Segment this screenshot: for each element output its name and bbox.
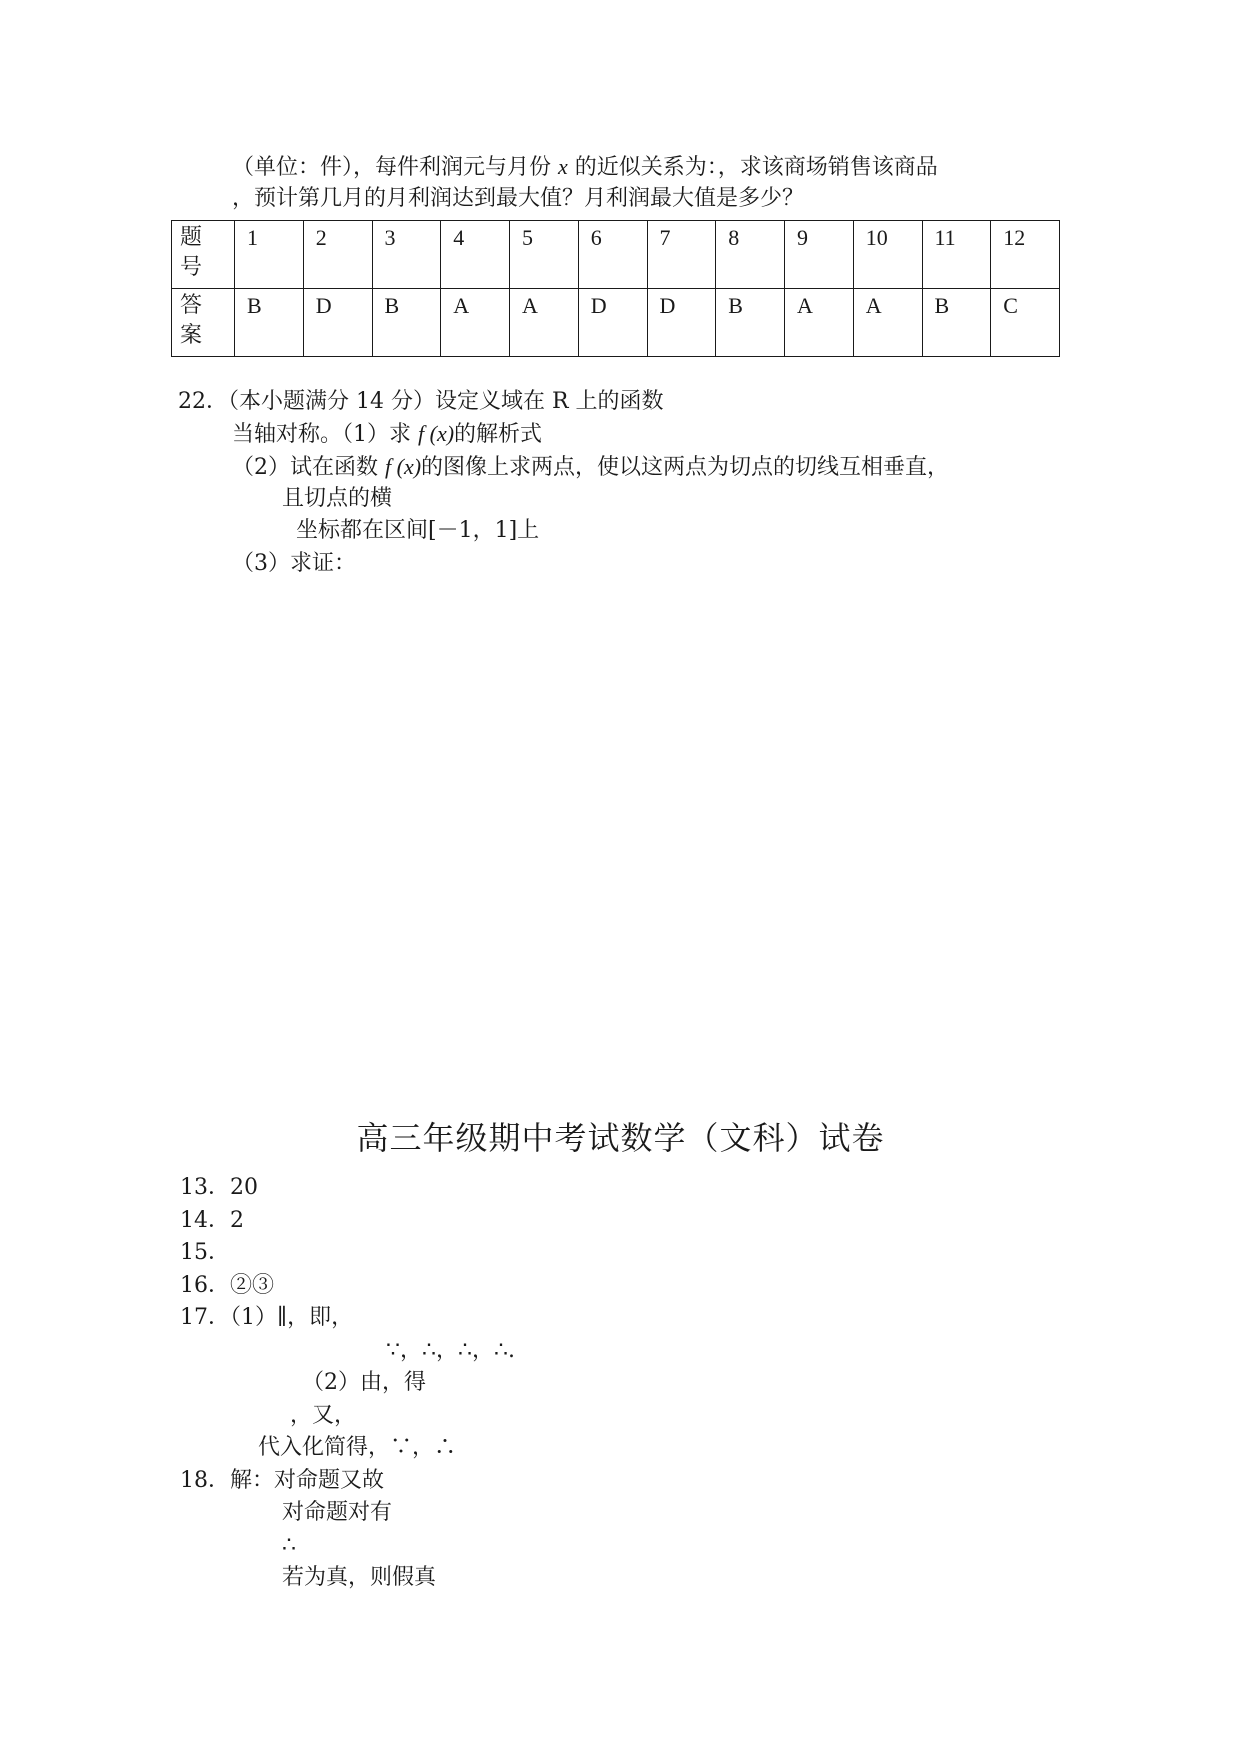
answer-17-line5: 代入化简得，∵，∴ (258, 1435, 457, 1460)
answer-15: 15． (180, 1240, 230, 1265)
answer-17-line4: ，又， (290, 1403, 357, 1428)
problem22-line1: 22．（本小题满分 14 分）设定义域在 R 上的函数 (178, 389, 664, 414)
table-cell: 7 (647, 221, 716, 289)
answer-17-line2: ∵，∴，∴，∴. (386, 1338, 515, 1363)
answer-16: 16．②③ (180, 1273, 274, 1298)
table-cell: A (785, 289, 854, 357)
problem22-line6: （3）求证： (232, 551, 356, 576)
table-cell: 4 (441, 221, 510, 289)
table-cell: 12 (991, 221, 1060, 289)
table-cell: 1 (235, 221, 304, 289)
table-cell: D (578, 289, 647, 357)
table-cell: A (510, 289, 579, 357)
row-header-number: 题 号 (172, 221, 235, 289)
function-fx: f (x) (385, 454, 422, 479)
page-title: 高三年级期中考试数学（文科）试卷 (356, 1119, 885, 1157)
problem22-line5: 坐标都在区间[－1，1]上 (296, 518, 540, 543)
table-cell: B (716, 289, 785, 357)
table-cell: C (991, 289, 1060, 357)
answer-18-line1: 18．解：对命题又故 (180, 1468, 384, 1493)
table-cell: 6 (578, 221, 647, 289)
problem21-line1: （单位：件），每件利润元与月份 x 的近似关系为：，求该商场销售该商品 (232, 154, 938, 180)
table-cell: B (372, 289, 441, 357)
variable-x: x (558, 154, 568, 179)
table-cell: 11 (922, 221, 991, 289)
table-cell: 8 (716, 221, 785, 289)
problem22-line4: 且切点的横 (282, 486, 393, 511)
table-cell: B (922, 289, 991, 357)
answer-18-line3: ∴ (282, 1533, 296, 1558)
problem21-line2: ，预计第几月的月利润达到最大值？月利润最大值是多少？ (232, 186, 805, 211)
table-row-answers (172, 289, 1060, 357)
table-cell: A (441, 289, 510, 357)
table-cell: 2 (303, 221, 372, 289)
answer-18-line2: 对命题对有 (282, 1500, 393, 1525)
function-fx: f (x) (418, 421, 455, 446)
problem22-line2: 当轴对称。（1）求 f (x)的解析式 (232, 421, 543, 447)
table-cell: 3 (372, 221, 441, 289)
table-row-numbers (172, 221, 1060, 289)
table-cell: A (853, 289, 922, 357)
answer-18-line4: 若为真，则假真 (282, 1565, 437, 1590)
answer-14: 14．2 (180, 1208, 244, 1233)
answer-17-line3: （2）由，得 (302, 1370, 426, 1395)
answer-13: 13．20 (180, 1175, 258, 1200)
table-cell: D (647, 289, 716, 357)
table-cell: 10 (853, 221, 922, 289)
answer-17-line1: 17．（1）∥，即， (180, 1305, 354, 1330)
table-cell: 5 (510, 221, 579, 289)
row-header-answer: 答 案 (172, 289, 235, 357)
answer-table (171, 220, 1060, 357)
table-cell: 9 (785, 221, 854, 289)
table-cell: B (235, 289, 304, 357)
problem22-line3: （2）试在函数 f (x)的图像上求两点，使以这两点为切点的切线互相垂直， (232, 454, 950, 480)
table-cell: D (303, 289, 372, 357)
